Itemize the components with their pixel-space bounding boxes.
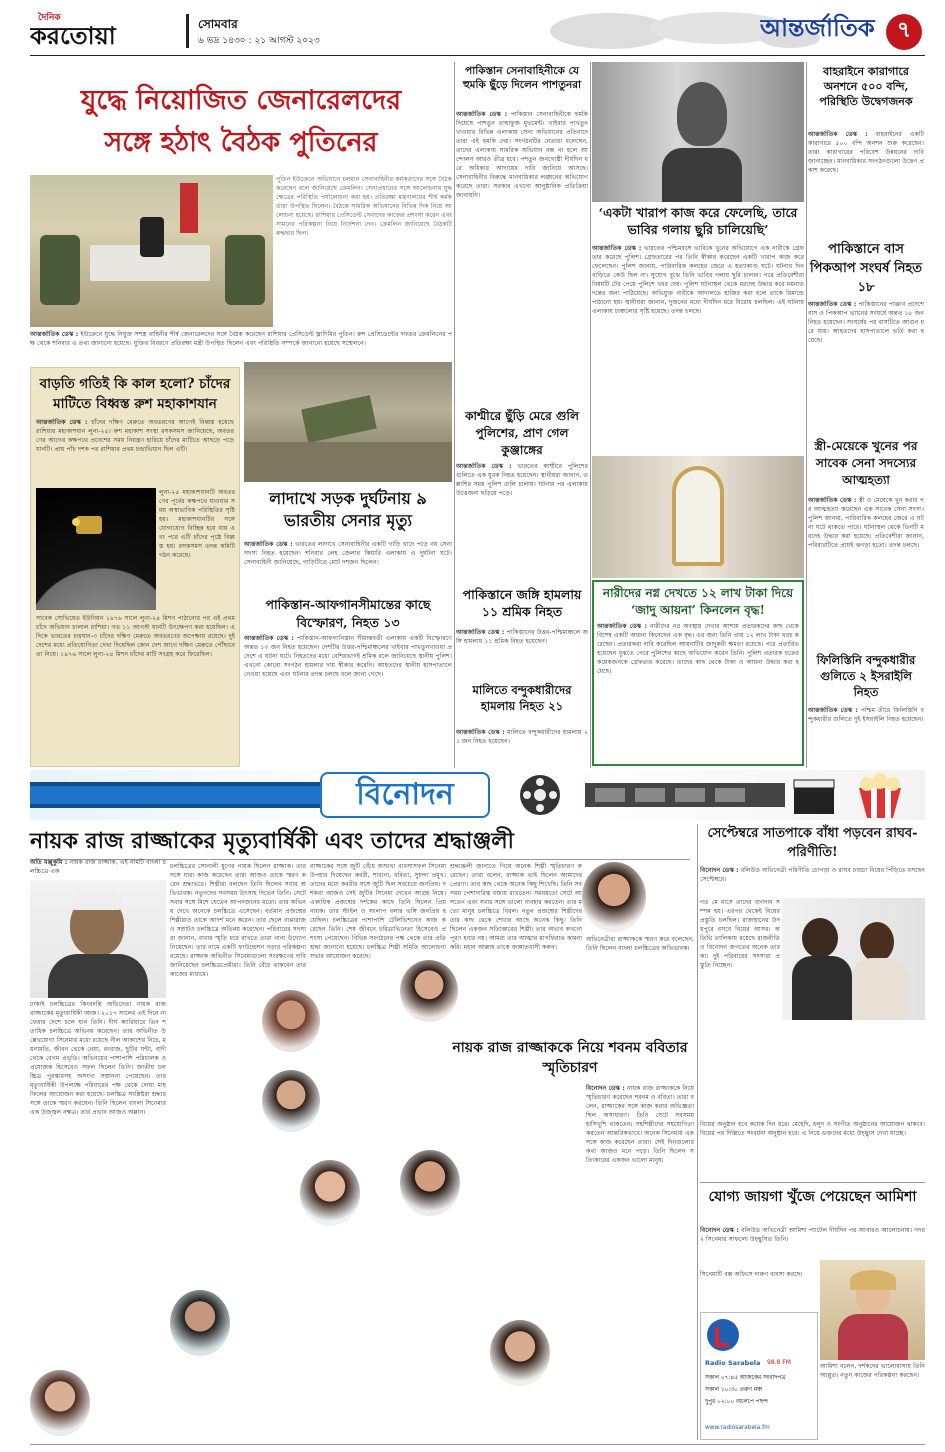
entertainment-title-text: বিনোদন bbox=[356, 777, 454, 812]
suicide-body-text: আন্তর্জাতিক ডেস্ক : স্ত্রী ও মেয়েকে খুন করার পর আত্মহত্যা করেছেন এক সাবেক সেনা সদস্য। পুলিশ জানায়, পারিবারিক কলহের জেরে এ ঘটনা ঘটে থাকতে পারে। ঘটনাস্থল থেকে তিনটি মরদেহ উদ্ধার করা হয়েছে। প্রতিবেশীরা জানান, পরিবারটিতে প্রায়ই ঝগড়া হতো। তদন্ত চলছে। bbox=[808, 497, 924, 549]
kashmir-body bbox=[456, 462, 588, 584]
lead-body-text: পুতিন ইউক্রেনে অভিযানে চলমান সেনাবাহিনীর কর্মকর্তাদের সঙ্গে বৈঠক করেছেন বলে জানিয়েছে ক্রেমলিন। সেনাপ্রধানের সঙ্গে আলোচনায় যুদ্ধক্ষেত্রের পরিস্থিতি পর্যালোচনা করা হয়। প্রতিরক্ষা মন্ত্রণালয়ের শীর্ষ কর্মকর্তারা উপস্থিত ছিলেন। বৈঠকে সামরিক অভিযানের বিভিন্ন দিক নিয়ে আলোচনা হয়েছে। রাশিয়ার প্রেসিডেন্ট সেনাদের কাজের প্রশংসা করেন এবং সামনের পরিকল্পনা নিয়ে নির্দেশনা দেন। ক্রেমলিন জানিয়েছে বৈঠকটি রুদ্ধদ্বার ছিল। bbox=[276, 176, 452, 237]
philippines-body-text: আন্তর্জাতিক ডেস্ক : পশ্চিম তীরে ফিলিস্তিনি বন্দুকধারীর গুলিতে দুই ইসরাইলি নিহত হয়েছেন। bbox=[808, 707, 924, 723]
radio-name: Radio Sarabela bbox=[705, 1359, 761, 1367]
logo-main: করতোয়া bbox=[30, 21, 116, 50]
woman-headline: ‘একটা খারাপ কাজ করে ফেলেছি, তারে ভাবির গলায় ছুরি চালিয়েছি’ bbox=[598, 205, 798, 237]
ladakh-headline: লাদাখে সড়ক দুর্ঘটনায় ৯ ভারতীয় সেনার মৃত্যু bbox=[269, 489, 427, 530]
page-number bbox=[886, 14, 922, 50]
amisha-headline: যোগ্য জায়গা খুঁজে পেয়েছেন আমিশা bbox=[700, 1182, 925, 1207]
razzak-headline: নায়ক রাজ রাজ্জাকের মৃত্যুবার্ষিকী এবং তাদের শ্রদ্ধাঞ্জলী bbox=[30, 824, 690, 860]
film-strip-left-icon bbox=[30, 778, 320, 812]
actress-photo-3 bbox=[30, 1370, 90, 1436]
lead-headline bbox=[30, 80, 452, 172]
moon-body-text: আন্তর্জাতিক ডেস্ক : চাঁদের দক্ষিণ মেরুতে অবতরণের আগেই বিধ্বস্ত হয়েছে রাশিয়ার মহাকাশযান লুনা-২৫। রুশ মহাকাশ সংস্থা রসকসমস জানিয়েছে, অবতরণের আগের কক্ষপথে প্রবেশের সময় নিয়ন্ত্রণ হারিয়ে চাঁদের মাটিতে আছড়ে পড়ে যানটি। প্রায় পাঁচ দশক পর রাশিয়ার প্রথম চন্দ্রাভিযান ছিল এটি। bbox=[36, 419, 235, 453]
page-number-text: ৭ bbox=[896, 18, 912, 43]
radio-ad bbox=[700, 1312, 818, 1440]
mirror-body-text: আন্তর্জাতিক ডেস্ক : নারীদের নগ্ন অবস্থায় দেখার আশায় প্রতারকদের কাছ থেকে বিশেষ একটি আয়না কিনেছেন এক বৃদ্ধ। এর জন্য তিনি প্রায় ১২ লাখ টাকা খরচ করেছেন। প্রতারকরা দাবি করেছিল আয়নাটির জাদুকরী ক্ষমতা রয়েছে। পরে প্রতারিত হয়েছেন বুঝতে পেরে পুলিশের কাছে অভিযোগ করেন তিনি। পুলিশ প্রতারক চক্রের কয়েকজনকে গ্রেফতার করেছে। তাদের কাছ থেকে টাকা ও আয়না উদ্ধার করা হয়েছে। bbox=[597, 623, 799, 675]
raghav-body-bottom bbox=[700, 1120, 925, 1178]
razzak-memory-body-text: বিনোদন ডেস্ক : নায়ক রাজ রাজ্জাককে নিয়ে স্মৃতিচারণ করেছেন শবনম ও ববিতা। তারা বলেন, রাজ্জাকের সঙ্গে কাজ করার অভিজ্ঞতা ছিল অসাধারণ। তিনি সেটে সবসময় হাসিখুশি থাকতেন। সহশিল্পীদের সহযোগিতা করতেন আন্তরিকভাবে। অনেক সিনেমায় একসঙ্গে কাজ করেছেন তারা। সেই দিনগুলোর কথা আজও মনে পড়ে। তিনি ছিলেন সত্যিকারের একজন ভালো মানুষ। bbox=[586, 1085, 694, 1164]
logo bbox=[30, 12, 180, 52]
mirror-headline: নারীদের নগ্ন দেখতে ১২ লাখ টাকা দিয়ে ‘জাদু আয়না’ কিনলেন বৃদ্ধ! bbox=[602, 586, 794, 617]
radio-freq: 98.8 FM bbox=[767, 1359, 791, 1366]
woman-story bbox=[592, 62, 804, 766]
razzak-body-col1 bbox=[30, 858, 166, 878]
radio-logo-icon bbox=[705, 1317, 741, 1357]
couple-photo bbox=[782, 898, 925, 1020]
masthead bbox=[0, 0, 945, 56]
razzak-memory-top-text: অভিনেত্রীরা রাজ্জাককে স্মরণ করে বলেছেন, তিনি ছিলেন বাংলা চলচ্চিত্রের অভিভাবক। bbox=[586, 936, 694, 952]
raghav-body-top-text: বিনোদন ডেস্ক : বলিউড অভিনেত্রী পরিণীতি চোপড়া ও রাঘব চাড্ডা বিয়ের পিঁড়িতে বসছেন সেপ্টেম্বরে। bbox=[700, 867, 925, 883]
kashmir-body-text: আন্তর্জাতিক ডেস্ক : ভারতের কাশ্মীরে পুলিশের গুলিতে এক যুবক নিহত হয়েছেন। স্থানীয়রা জানান, তল্লাশির সময় পুলিশ গুলি চালায়। ঘটনার পর এলাকায় উত্তেজনা ছড়িয়ে পড়ে। bbox=[456, 463, 588, 497]
razzak-body-col4 bbox=[450, 862, 582, 1440]
woman-portrait-photo bbox=[592, 62, 804, 202]
section-title: আন্তর্জাতিক bbox=[760, 13, 875, 42]
entertainment-banner bbox=[30, 770, 925, 820]
lead-body bbox=[276, 175, 452, 325]
mali-body-text: আন্তর্জাতিক ডেস্ক : মালিতে বন্দুকধারীদের হামলায় ২১ জন নিহত হয়েছেন। bbox=[456, 729, 588, 745]
amisha-body-bottom bbox=[820, 1362, 925, 1440]
raghav-body-col-text: গত মে মাসে তাদের বাগদান সম্পন্ন হয়। এরপর থেকেই বিয়ের প্রস্তুতি চলছিল। রাজস্থানের উদয়পুরে বসবে বিয়ের আসর। অতিথি তালিকায় রয়েছে রাজনীতি ও বিনোদন জগতের অনেক তারকা। দুই পরিবারের সদস্যরা প্রস্তুতি নিচ্ছেন। bbox=[700, 899, 780, 969]
moon-body-text-2: লুনা-২৫ মহাকাশযানটি অবতরণের পূর্বের কক্ষপথে যাওয়ার সময় অস্বাভাবিক পরিস্থিতির সৃষ্টি হয়। মহাকাশযানটির সঙ্গে যোগাযোগ বিচ্ছিন্ন হয়ে যায় এবং পরে এটি চাঁদের পৃষ্ঠে বিধ্বস্ত হয়। রসকসমস তদন্ত কমিটি গঠন করেছে। bbox=[159, 489, 235, 559]
pak-attack-body bbox=[456, 628, 588, 680]
razzak-body-col2-text: চলচ্চিত্রের সোনালী যুগের নায়ক ছিলেন রাজ্জাক। তার সঙ্গে যারা কাজ করেছেন তারা আজও তাকে স্মরণ করেন শ্রদ্ধাভরে। শিল্পীরা বলছেন তিনি ছিলেন সবার অভিভাবক। নতুনদের সবসময় উৎসাহ দিতেন তিনি। সেটে সবার সঙ্গে মিশে যেতেন আপনজনের মতো। তার অভিনয় দেখে অনেকে চলচ্চিত্রে এসেছেন। বর্তমান প্রজন্মের শিল্পীরাও তাকে আদর্শ মনে করেন। তার ছেলে বাপ্পারাজ ও সম্রাটও চলচ্চিত্রে অভিনয় করেছেন। পরিবারের সদস্যরা জানান, বাবার স্মৃতি ধরে রাখতে তারা নানা উদ্যোগ নিয়েছেন। তার নামে একটি ফাউন্ডেশন গড়ার পরিকল্পনা রয়েছে। রাজ্জাক অভিনীত সিনেমাগুলো সংরক্ষণের দাবি জানিয়েছেন চলচ্চিত্রপ্রেমীরা। তিনি বেঁচে থাকবেন তার কাজের মাধ্যমে। bbox=[170, 863, 306, 978]
radio-site[interactable]: www.radiosarabela.fm bbox=[705, 1425, 770, 1431]
raghav-body-bottom-text: বিয়ের অনুষ্ঠান হবে কয়েক দিন ধরে। মেহেদি, হলুদ ও সংগীত অনুষ্ঠানের আয়োজন থাকবে। বিয়ের পর দিল্লিতে সংবর্ধনা অনুষ্ঠান হবে। এ নিয়ে ভক্তদের মধ্যে উচ্ছ্বাস দেখা যাচ্ছে। bbox=[700, 1121, 925, 1137]
mirror-box bbox=[592, 580, 804, 766]
pak-attack-body-text: আন্তর্জাতিক ডেস্ক : পাকিস্তানের উত্তর-পশ্চিমাঞ্চলে জঙ্গি হামলায় ১১ শ্রমিক নিহত হয়েছেন। bbox=[456, 629, 588, 645]
raghav-headline: সেপ্টেম্বরে সাতপাকে বাঁধা পড়বেন রাঘব-পরিণীতি! bbox=[707, 826, 918, 860]
razzak-portrait-photo bbox=[30, 880, 166, 998]
lead-headline-line2: সঙ্গে হঠাৎ বৈঠক পুতিনের bbox=[104, 127, 378, 158]
ladakh-accident-photo bbox=[244, 362, 452, 482]
ladakh-body-text: আন্তর্জাতিক ডেস্ক : ভারতের লাদাখে সেনাবাহিনীর একটি গাড়ি খাদে পড়ে নয় সেনা সদস্য নিহত হয়েছেন। শনিবার লেহ জেলার কিয়ারি এলাকায় এ দুর্ঘটনা ঘটে। সেনাবাহিনী জানিয়েছে, গাড়িটিতে মোট দশজন ছিলেন। bbox=[244, 541, 452, 566]
amisha-body-bottom-text: আমিশা বলেন, দর্শকদের ভালোবাসায় তিনি আপ্লুত। নতুন কাজের পরিকল্পনা করছেন। bbox=[820, 1363, 925, 1379]
amisha-photo bbox=[820, 1260, 925, 1360]
pak-army-body-text: আন্তর্জাতিক ডেস্ক : পাকিস্তান সেনাবাহিনীকে হুমকি দিয়েছে পাশতুন তাহাফুজ মুভমেন্ট। খাইবার পাখতুনখাওয়ার বিভিন্ন এলাকায় সেনা অভিযানের প্রতিবাদে তারা এই হুমকি দেয়। সংগঠনটির নেতারা বলেছেন, তাদের এলাকায় সামরিক অভিযান বন্ধ না হলে আন্দোলন আরও তীব্র হবে। পশতুন জনগোষ্ঠী দীর্ঘদিন ধরে অধিকার আদায়ের দাবি জানিয়ে আসছে। সেনাবাহিনীর বিরুদ্ধে মানবাধিকার লঙ্ঘনের অভিযোগ করেছে তারা। সরকার এখনো আনুষ্ঠানিক প্রতিক্রিয়া জানায়নি। bbox=[456, 111, 588, 199]
popcorn-icon bbox=[845, 772, 915, 818]
philippines-body bbox=[808, 706, 924, 766]
raghav-body-top bbox=[700, 866, 925, 898]
radio-line1: সকাল ০৭:৪৫ আজকের সংবাদপত্র bbox=[705, 1375, 786, 1381]
razzak-body-col4-text: শ্রদ্ধাঞ্জলী জানাতে গিয়ে অনেক শিল্পী স্মৃতিচারণ করেছেন। তারা বলেন, রাজ্জাক ভাই ছিলেন আমাদের প্রেরণা। তার কাছ থেকে অনেক কিছু শিখেছি। তিনি সবসময় পেশাদারিত্ব বজায় রাখতেন। সময়মতো সেটে আসতেন এবং সবার সঙ্গে ভালো ব্যবহার করতেন। তার মতো মানুষ চলচ্চিত্রে বিরল। নতুন প্রজন্মের শিল্পীদের তার কাছ থেকে শেখার আছে অনেক কিছু। তিনি ছিলেন একজন সত্যিকারের শিল্পী। তার অভাব কখনো পূরণ হবার নয়। আমরা তার আত্মার মাগফিরাত কামনা করি। মহান আল্লাহ তাকে জান্নাতবাসী করুন। bbox=[450, 863, 582, 951]
bahrain-body-text: আন্তর্জাতিক ডেস্ক : বাহরাইনের একটি কারাগারে ৫০০ বন্দি অনশন শুরু করেছেন। তারা কারাগারের পরিবেশ উন্নয়নের দাবি জানাচ্ছেন। মানবাধিকার সংগঠনগুলো উদ্বেগ প্রকাশ করেছে। bbox=[808, 131, 924, 174]
razzak-body-col3-text: রাজ্জাকের সঙ্গে জুটি বেঁধে অসংখ্য ব্যবসাসফল সিনেমা উপহার দিয়েছেন কবরী, শাবানা, ববিতা, সুচন্দা প্রমুখ। তাদের মধ্যে কবরীর সঙ্গে জুটি ছিল সবচেয়ে জনপ্রিয়। দর্শকরা আজও সেই জুটির সিনেমা দেখেন আগ্রহ নিয়ে। একাধিক প্রজন্মের দর্শকের কাছে তিনি ছিলেন প্রিয় নায়ক। তার স্টাইল ও সংলাপ বলার ভঙ্গি জনপ্রিয় হয়েছিল। চলচ্চিত্রের পাশাপাশি টেলিভিশনেও কাজ করেছেন তিনি। শেষ জীবনে চরিত্রাভিনেতা হিসেবেও প্রশংসা পেয়েছেন। বিভিন্ন সংগঠনের পক্ষ থেকে তার প্রতি শ্রদ্ধা জানানো হয়েছে। চলচ্চিত্র শিল্পী সমিতি আলোচনা সভার আয়োজন করেছে। bbox=[310, 863, 446, 960]
putin-meeting-photo bbox=[30, 175, 273, 327]
entertainment-title bbox=[320, 772, 490, 818]
afghan-border-headline: পাকিস্তান-আফগানসীমান্তের কাছে বিস্ফোরণ, নিহত ১৩ bbox=[265, 597, 431, 630]
moon-story bbox=[30, 367, 240, 767]
raghav-body-col bbox=[700, 898, 780, 1118]
clapperboard-icon bbox=[790, 774, 840, 816]
actress-photo-8 bbox=[582, 862, 646, 932]
pak-attack-headline: পাকিস্তানে জঙ্গি হামলায় ১১ শ্রমিক নিহত bbox=[462, 587, 582, 619]
date-label: ৬ ভদ্র ১৪৩০ : ২১ আগস্ট ২০২৩ bbox=[198, 36, 320, 46]
pak-army-headline: পাকিস্তান সেনাবাহিনীকে যে হুমকি ছুঁড়ে দিলেন পাশতুনরা bbox=[462, 65, 582, 91]
amisha-body-col-text: সিনেমাটি বক্স অফিসে দারুণ ব্যবসা করছে। bbox=[700, 1271, 803, 1278]
woman-body-text: আন্তর্জাতিক ডেস্ক : ভারতের পশ্চিমবঙ্গে ভাবিকে খুনের অভিযোগে এক নারীকে গ্রেফতার করেছে পুলিশ। গ্রেফতারের পর তিনি স্বীকার করেছেন একটি খারাপ কাজ করে ফেলেছেন। পুলিশ জানায়, পারিবারিক কলহের জেরে এ হত্যাকাণ্ড ঘটে। ঘটনার দিন বাড়িতে কেউ ছিল না। সুযোগ বুঝে তিনি ভাবির গলায় ছুরি চালান। পরে প্রতিবেশীরা বিষয়টি টের পেয়ে পুলিশে খবর দেয়। পুলিশ ঘটনাস্থল থেকে মরদেহ উদ্ধার করে ময়নাতদন্তের জন্য পাঠিয়েছে। অভিযুক্ত নারীকে আদালতে হাজির করা হলে তাকে রিমান্ডে পাঠানো হয়। স্থানীয়রা জানান, দুজনের মধ্যে দীর্ঘদিন ধরে বিরোধ চলছিল। এই ঘটনায় এলাকায় চাঞ্চল্যের সৃষ্টি হয়েছে। তদন্ত চলছে। bbox=[592, 245, 804, 315]
lead-body-3 bbox=[244, 330, 452, 362]
razzak-body-col1b-text: ঢাকাই চলচ্চিত্রের কিংবদন্তি অভিনেতা নায়ক রাজ রাজ্জাকের মৃত্যুবার্ষিকী আজ। ২০১৭ সালের এই দিনে না ফেরার দেশে চলে যান তিনি। দীর্ঘ ক্যারিয়ারে তিন শতাধিক চলচ্চিত্রে অভিনয় করেছেন। তার অভিনীত উল্লেখযোগ্য সিনেমার মধ্যে রয়েছে নীল আকাশের নিচে, ময়নামতি, জীবন থেকে নেয়া, রংবাজ, ছুটির ঘন্টা, বাদী থেকে বেগম প্রভৃতি। অভিনয়ের পাশাপাশি পরিচালক ও প্রযোজক হিসেবেও সফল ছিলেন তিনি। জাতীয় চলচ্চিত্র পুরস্কারসহ অসংখ্য সম্মাননা পেয়েছেন। তার মৃত্যুবার্ষিকী উপলক্ষে পরিবারের পক্ষ থেকে দোয়া মাহফিলের আয়োজন করা হয়েছে। চলচ্চিত্র সংশ্লিষ্টরা শ্রদ্ধার সঙ্গে তাকে স্মরণ করছেন। তিনি ছিলেন বাংলা সিনেমার এক উজ্জ্বল নক্ষত্র। তার প্রভাব আজও অম্লান। bbox=[30, 1001, 166, 1116]
mirror-room-photo bbox=[592, 456, 804, 578]
kashmir-headline: কাশ্মীরে ছুঁড়ি মেরে গুলি পুলিশের, প্রাণ গেল কুঞ্জাঙ্গের bbox=[465, 409, 579, 457]
amisha-body-top-text: বিনোদন ডেস্ক : বলিউড অভিনেত্রী আমিশা প্যাটেল দীর্ঘদিন পর আবারও আলোচনায়। গদর ২ সিনেমার সাফল্যে উচ্ছ্বসিত তিনি। bbox=[700, 1227, 925, 1243]
suicide-headline: স্ত্রী-মেয়েকে খুনের পর সাবেক সেনা সদস্যের আত্মহত্যা bbox=[814, 439, 918, 487]
actor-photo-1 bbox=[170, 1290, 230, 1356]
razzak-memory-headline: নায়ক রাজ রাজ্জাককে নিয়ে শবনম ববিতার স্মৃতিচারণ bbox=[452, 1040, 688, 1076]
afghan-border-body bbox=[244, 634, 452, 766]
radio-line2: সকাল ১০:৩০ তরুণ মঞ্চ bbox=[705, 1387, 763, 1393]
film-strip-right-icon bbox=[585, 780, 785, 810]
spacecraft-moon-photo bbox=[36, 488, 156, 610]
afghan-border-body-text: আন্তর্জাতিক ডেস্ক : পাকিস্তান-আফগানিস্তান সীমান্তবর্তী এলাকায় একটি বিস্ফোরণে অন্তত ১৩ জন নিহত হয়েছেন। দেশটির উত্তর-পশ্চিমাঞ্চলের খাইবার পাখতুনখাওয়া প্রদেশে এ ঘটনা ঘটে। নিহতদের মধ্যে বেশিরভাগই শ্রমিক বলে জানিয়েছে স্থানীয় পুলিশ। এখনো কোনো সংগঠন হামলার দায় স্বীকার করেনি। আহতদের স্থানীয় হাসপাতালে নেওয়া হয়েছে এবং ঘটনার তদন্ত চলছে বলে জানা গেছে। bbox=[244, 635, 452, 678]
lead-headline-line1: যুদ্ধে নিয়োজিত জেনারেলদের bbox=[80, 85, 402, 116]
mali-headline: মালিতে বন্দুকধারীদের হামলায় নিহত ২১ bbox=[472, 683, 572, 713]
razzak-memory-top-body bbox=[586, 935, 694, 1035]
moon-body-text-3: সাবেক সোভিয়েত ইউনিয়ন ১৯৭৬ সালে লুনা-২৪ মিশন পাঠানোর পর এই প্রথম চাঁদে অভিযান চালাল রাশিয়া। গত ১১ আগস্ট যানটি উৎক্ষেপণ করা হয়েছিল। এদিকে ভারতের চন্দ্রযান-৩ চাঁদের দক্ষিণ মেরুতে অবতরণের অপেক্ষায় রয়েছে। দুই দেশের মধ্যে প্রতিযোগিতা দেখা দিয়েছিল কোন দেশ আগে দক্ষিণ মেরুতে পৌঁছাবে তা নিয়ে। ১৯৭৬ সালে লুনা-২৪ মিশন চাঁদের মাটি সংগ্রহ করে ফিরেছিল। bbox=[36, 615, 235, 658]
day-label: সোমবার bbox=[198, 17, 238, 31]
logo-top: দৈনিক bbox=[38, 13, 61, 23]
pak-bus-body-text: আন্তর্জাতিক ডেস্ক : পাকিস্তানের পাঞ্জাব প্রদেশে বাস ও পিকআপ ভ্যানের সংঘর্ষে অন্তত ১৮ জন নিহত হয়েছেন। সংঘর্ষের পর বাসটিতে আগুন ধরে যায়। আহতদের হাসপাতালে ভর্তি করা হয়েছে। bbox=[808, 301, 924, 344]
pak-bus-headline: পাকিস্তানে বাস পিকআপ সংঘর্ষ নিহত ১৮ bbox=[809, 242, 923, 295]
bahrain-headline: বাহরাইনে কারাগারে অনশনে ৫০০ বন্দি, পরিস্থিতি উদ্বেগজনক bbox=[819, 65, 913, 108]
bahrain-body bbox=[808, 130, 924, 238]
actress-photo-5 bbox=[300, 1160, 360, 1226]
film-reel-icon bbox=[500, 772, 580, 818]
suicide-body bbox=[808, 496, 924, 652]
moon-headline: বাড়তি গতিই কি কাল হলো? চাঁদের মাটিতে বিধ্বস্ত রুশ মহাকাশযান bbox=[39, 376, 231, 412]
lead-body-2-text: আন্তর্জাতিক ডেস্ক : ইউক্রেনে যুদ্ধে নিযুক্ত সশস্ত্র বাহিনীর শীর্ষ জেনারেলদের সঙ্গে বৈঠক করেছেন রাশিয়ার প্রেসিডেন্ট ভ্লাদিমির পুতিন। রুশ প্রেসিডেন্টের দফতর ক্রেমলিনের পক্ষ থেকে শনিবার এ তথ্য জানানো হয়েছে। যুক্তির বিবরণে প্রতিরক্ষা মন্ত্রী উপস্থিত ছিলেন এবং পরিস্থিতি সম্পর্কে জানানো হয়েছে সম্মেলনে। bbox=[30, 331, 452, 347]
razzak-memory-body bbox=[586, 1084, 694, 1440]
mali-body bbox=[456, 728, 588, 768]
ladakh-body bbox=[244, 540, 452, 592]
philippines-headline: ফিলিস্তিনি বন্দুকধারীর গুলিতে ২ ইসরাইলি নিহত bbox=[816, 653, 916, 699]
radio-line3: দুপুর ০২:০০ অলেপে পছন্দ bbox=[705, 1399, 768, 1405]
amisha-body-col bbox=[700, 1270, 818, 1310]
pak-bus-body bbox=[808, 300, 924, 436]
razzak-byline-text: অতি মঞ্জুকুমি : নায়ক রাজ রাজ্জাক, এই নামটি বাংলা চলচ্চিত্রে এক bbox=[30, 859, 166, 875]
pak-army-body bbox=[456, 110, 588, 410]
